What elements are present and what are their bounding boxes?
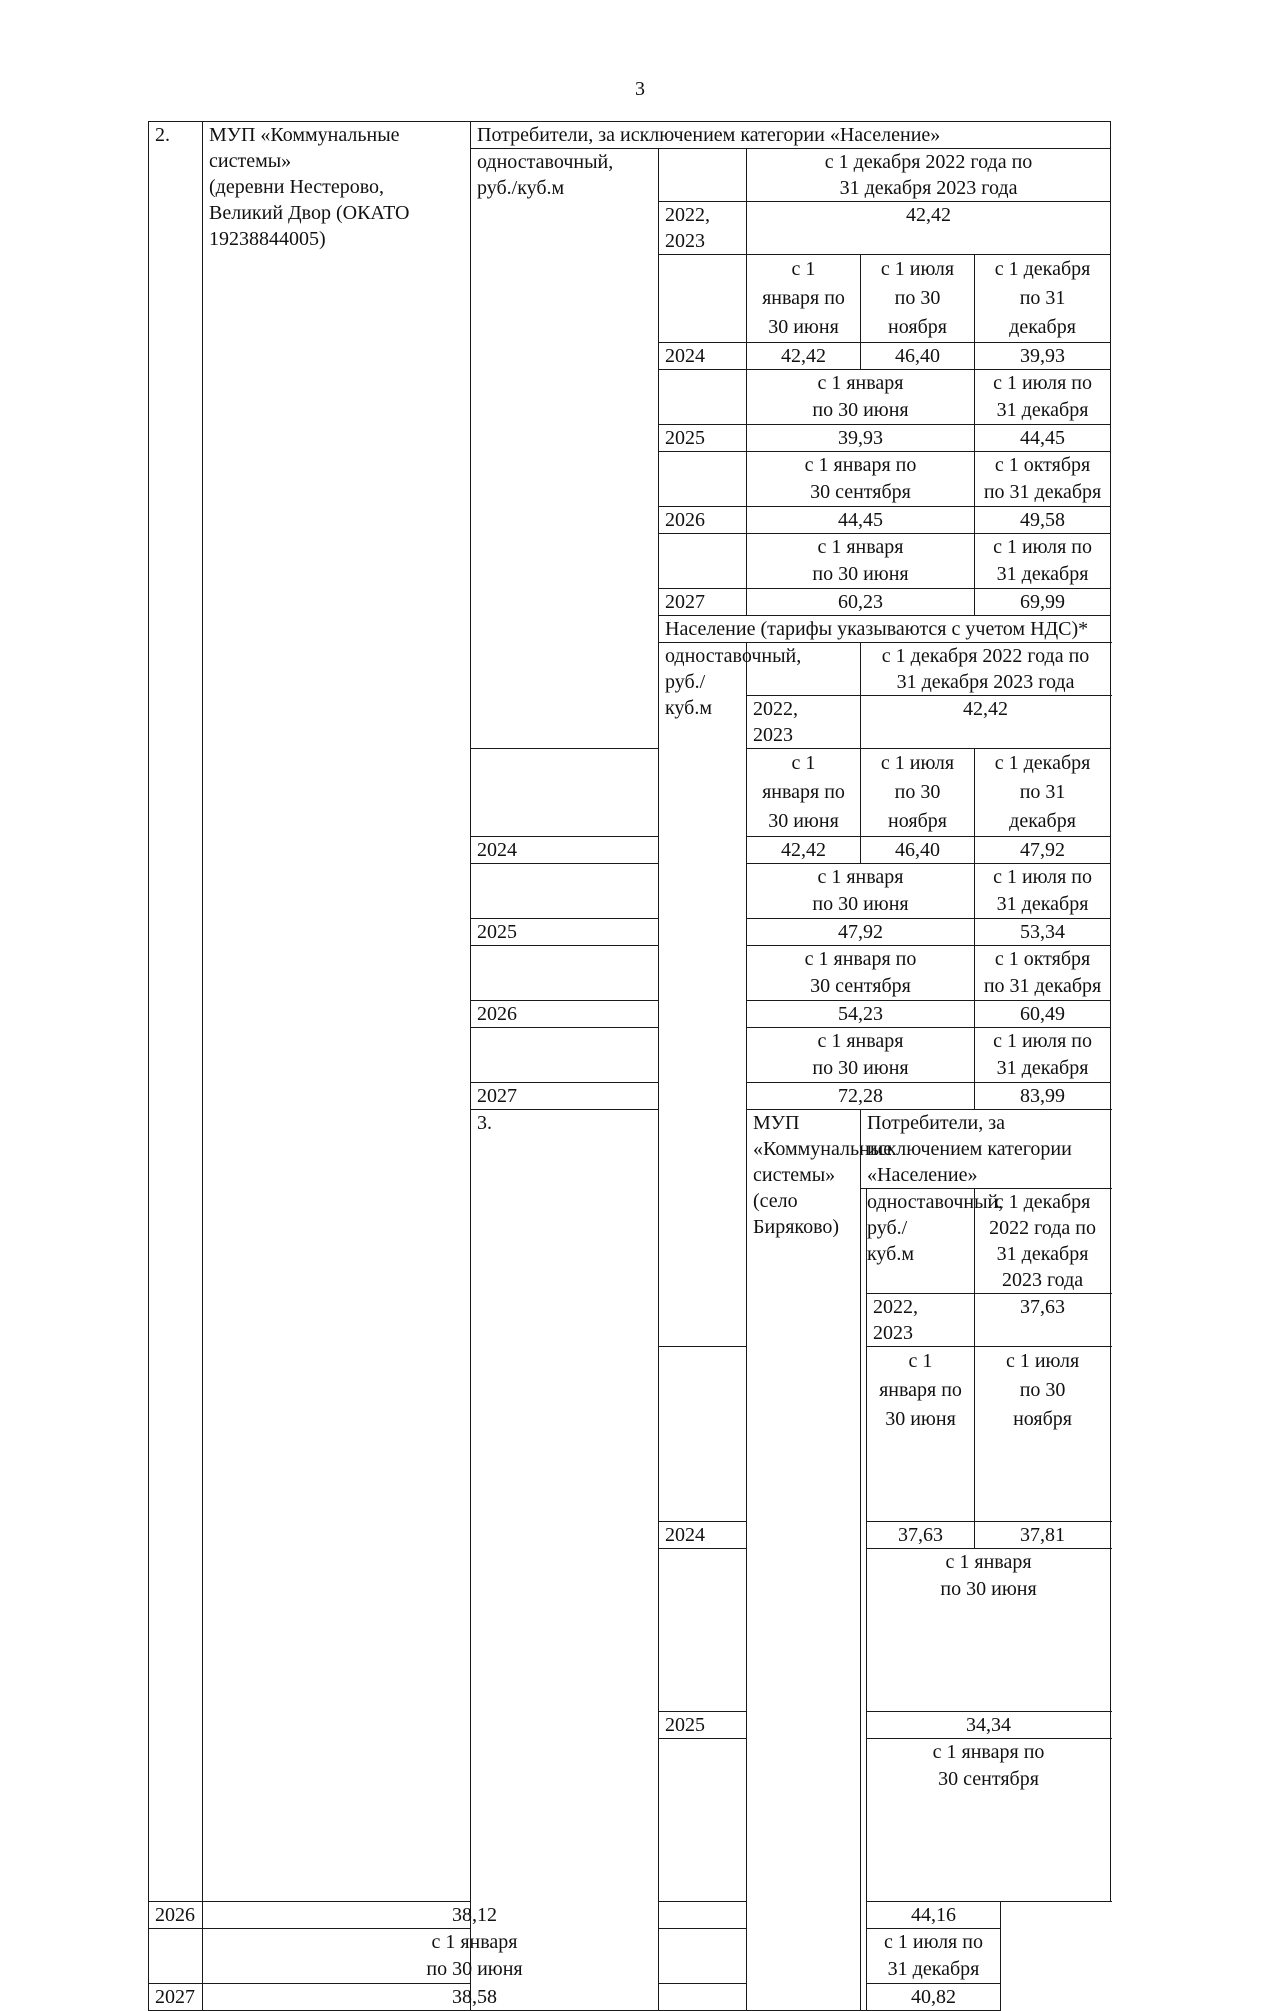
line: с 1 июля (880, 752, 955, 774)
tariff-value: 44,16 (867, 1902, 1001, 1929)
line: с 1 июля по (993, 1030, 1092, 1052)
period-label (975, 1189, 1111, 1294)
year-label: 2026 (659, 507, 747, 534)
line: по 31 (1019, 287, 1066, 309)
category-header: Потребители, за исключением категории «Население» (861, 1110, 1111, 1189)
period-label (975, 749, 1111, 837)
line: с 1 декабря 2022 года по (824, 151, 1033, 173)
tariff-value: 44,45 (747, 507, 975, 534)
year-cell-empty (659, 149, 747, 202)
tariff-value: 42,42 (747, 343, 861, 370)
line: руб./куб.м (867, 1217, 915, 1265)
line: с 1 января (817, 372, 904, 394)
period-label (747, 255, 861, 343)
line: с 1 декабря (994, 752, 1091, 774)
year-label: 2024 (659, 343, 747, 370)
year-label (867, 1294, 975, 1347)
year-label: 2025 (659, 1712, 747, 1739)
tariff-value: 42,42 (747, 837, 861, 864)
line: руб./куб.м (665, 671, 713, 719)
year-cell-empty (471, 749, 659, 837)
year-label: 2025 (471, 919, 659, 946)
table-row (149, 1984, 1111, 2011)
period-label (861, 749, 975, 837)
line: января по (762, 781, 845, 803)
line: (село Биряково) (753, 1190, 840, 1238)
period-label (747, 864, 975, 919)
category-header: Потребители, за исключением категории «Население» (471, 122, 1111, 149)
year-cell-empty (659, 1739, 747, 1902)
tariff-value: 44,45 (975, 425, 1111, 452)
period-label (975, 864, 1111, 919)
line: ноября (888, 810, 947, 832)
period-label (975, 370, 1111, 425)
line: по 30 июня (812, 563, 909, 585)
line: по 31 декабря (983, 481, 1102, 503)
line: 2023 (873, 1322, 913, 1344)
tariff-table (148, 121, 1111, 2011)
line: с 1 января (431, 1931, 518, 1953)
line: по 31 декабря (983, 975, 1102, 997)
line: с 1 января (945, 1551, 1032, 1573)
tariff-value: 46,40 (861, 837, 975, 864)
year-label: 2027 (471, 1083, 659, 1110)
period-label (975, 946, 1111, 1001)
line: одноставочный, (665, 645, 802, 667)
period-label (867, 1739, 1111, 1902)
tariff-value: 60,23 (747, 589, 975, 616)
year-cell-empty (659, 534, 747, 589)
line: 30 июня (768, 810, 839, 832)
line: 30 июня (768, 316, 839, 338)
year-cell-empty (471, 1028, 659, 1083)
page-number: 3 (635, 78, 645, 100)
tariff-value: 54,23 (747, 1001, 975, 1028)
line: с 1 декабря (994, 258, 1091, 280)
period-label (747, 534, 975, 589)
tariff-value: 38,58 (203, 1984, 747, 2011)
line: с 1 (791, 752, 816, 774)
line: по 30 (894, 287, 941, 309)
line: по 30 (1019, 1379, 1066, 1401)
line: 2023 (665, 230, 705, 252)
tariff-value: 83,99 (975, 1083, 1111, 1110)
line: с 1 января (817, 1030, 904, 1052)
line: с 1 декабря 2022 года по (989, 1191, 1096, 1239)
line: по 30 июня (812, 893, 909, 915)
period-label (747, 946, 975, 1001)
year-cell-empty (659, 255, 747, 343)
year-label: 2024 (471, 837, 659, 864)
line: декабря (1009, 316, 1076, 338)
line: декабря (1009, 810, 1076, 832)
line: ноября (1013, 1408, 1072, 1430)
period-label (203, 1929, 747, 1984)
year-label: 2027 (149, 1984, 203, 2011)
line: с 1 июля (1005, 1350, 1080, 1372)
line: по 30 июня (426, 1958, 523, 1980)
year-label: 2026 (149, 1902, 203, 1929)
tariff-value: 53,34 (975, 919, 1111, 946)
year-cell-empty (659, 452, 747, 507)
table-row (149, 1902, 1111, 1929)
section-number: 2. (149, 122, 203, 1902)
line: с 1 января по (804, 948, 917, 970)
tariff-value: 37,63 (867, 1522, 975, 1549)
line: января по (762, 287, 845, 309)
line: по 31 (1019, 781, 1066, 803)
tariff-value: 47,92 (747, 919, 975, 946)
year-cell-empty (659, 1347, 747, 1522)
year-cell-empty (659, 370, 747, 425)
year-label: 2027 (659, 589, 747, 616)
line: с 1 декабря 2022 года по (881, 645, 1090, 667)
line: 31 декабря (887, 1958, 980, 1980)
tariff-value: 37,63 (975, 1294, 1111, 1347)
period-label (861, 255, 975, 343)
tariff-value: 39,93 (975, 343, 1111, 370)
period-label (975, 255, 1111, 343)
tariff-value: 72,28 (747, 1083, 975, 1110)
line: системы» (753, 1164, 836, 1186)
period-label (867, 1929, 1001, 1984)
line: с 1 января (817, 866, 904, 888)
organization-name (203, 122, 471, 1902)
period-label (867, 1549, 1111, 1712)
line: ноября (888, 316, 947, 338)
tariff-value: 60,49 (975, 1001, 1111, 1028)
line: по 30 июня (940, 1578, 1037, 1600)
period-label (747, 149, 1111, 202)
line: по 30 июня (812, 399, 909, 421)
period-label (747, 370, 975, 425)
tariff-value: 38,12 (203, 1902, 747, 1929)
period-label (747, 749, 861, 837)
line: 2023 (753, 724, 793, 746)
line: с 1 июля по (993, 372, 1092, 394)
table-row (149, 1929, 1111, 1984)
year-label (747, 696, 861, 749)
year-cell-empty (471, 864, 659, 919)
tariff-value: 42,42 (861, 696, 1111, 749)
line: 31 декабря 2023 года (839, 177, 1018, 199)
line: 30 сентября (938, 1768, 1039, 1790)
year-cell-empty (149, 1929, 203, 1984)
period-label (867, 1347, 975, 1522)
category-header: Население (тарифы указываются с учетом НДС)* (659, 616, 1111, 643)
tariff-value: 49,58 (975, 507, 1111, 534)
line: по 30 (894, 781, 941, 803)
tariff-value: 39,93 (747, 425, 975, 452)
line: (деревни Нестерово, (209, 176, 385, 198)
line: Великий Двор (ОКАТО (209, 202, 410, 224)
line: 30 сентября (810, 481, 911, 503)
line: руб./куб.м (477, 177, 565, 199)
line: 31 декабря (996, 1057, 1089, 1079)
line: системы» (209, 150, 292, 172)
period-label (975, 1028, 1111, 1083)
line: с 1 октября (994, 948, 1091, 970)
line: одноставочный, (477, 151, 614, 173)
line: с 1 июля (880, 258, 955, 280)
table-row (149, 122, 1111, 149)
tariff-value: 42,42 (747, 202, 1111, 255)
line: одноставочный, (867, 1191, 1004, 1213)
year-cell-empty (659, 1549, 747, 1712)
year-label: 2025 (659, 425, 747, 452)
year-label (659, 202, 747, 255)
period-label (747, 452, 975, 507)
line: с 1 июля по (884, 1931, 983, 1953)
tariff-value: 69,99 (975, 589, 1111, 616)
line: 31 декабря (996, 893, 1089, 915)
year-label: 2024 (659, 1522, 747, 1549)
line: 2022, (873, 1296, 918, 1318)
line: 2022, (753, 698, 798, 720)
period-label (975, 1347, 1111, 1522)
period-label (975, 534, 1111, 589)
line: с 1 января (817, 536, 904, 558)
line: МУП «Коммунальные (753, 1112, 893, 1160)
line: января по (879, 1379, 962, 1401)
tariff-value: 37,81 (975, 1522, 1111, 1549)
tariff-method (471, 149, 659, 749)
line: с 1 (908, 1350, 933, 1372)
tariff-value: 46,40 (861, 343, 975, 370)
line: 31 декабря (996, 563, 1089, 585)
tariff-value: 47,92 (975, 837, 1111, 864)
tariff-value: 40,82 (867, 1984, 1001, 2011)
year-label: 2026 (471, 1001, 659, 1028)
section-number: 3. (471, 1110, 659, 2011)
line: с 1 июля по (993, 536, 1092, 558)
line: 31 декабря 2023 года (896, 671, 1075, 693)
period-label (861, 643, 1111, 696)
line: 30 сентября (810, 975, 911, 997)
line: с 1 января по (804, 454, 917, 476)
line: с 1 (791, 258, 816, 280)
line: с 1 января по (932, 1741, 1045, 1763)
line: 31 декабря 2023 года (996, 1243, 1089, 1291)
year-cell-empty (471, 946, 659, 1001)
line: 31 декабря (996, 399, 1089, 421)
line: 2022, (665, 204, 710, 226)
line: с 1 июля по (993, 866, 1092, 888)
line: с 1 октября (994, 454, 1091, 476)
line: МУП «Коммунальные (209, 124, 400, 146)
line: 30 июня (885, 1408, 956, 1430)
period-label (975, 452, 1111, 507)
tariff-value: 34,34 (867, 1712, 1111, 1739)
period-label (747, 1028, 975, 1083)
line: по 30 июня (812, 1057, 909, 1079)
line: 19238844005) (209, 228, 326, 250)
